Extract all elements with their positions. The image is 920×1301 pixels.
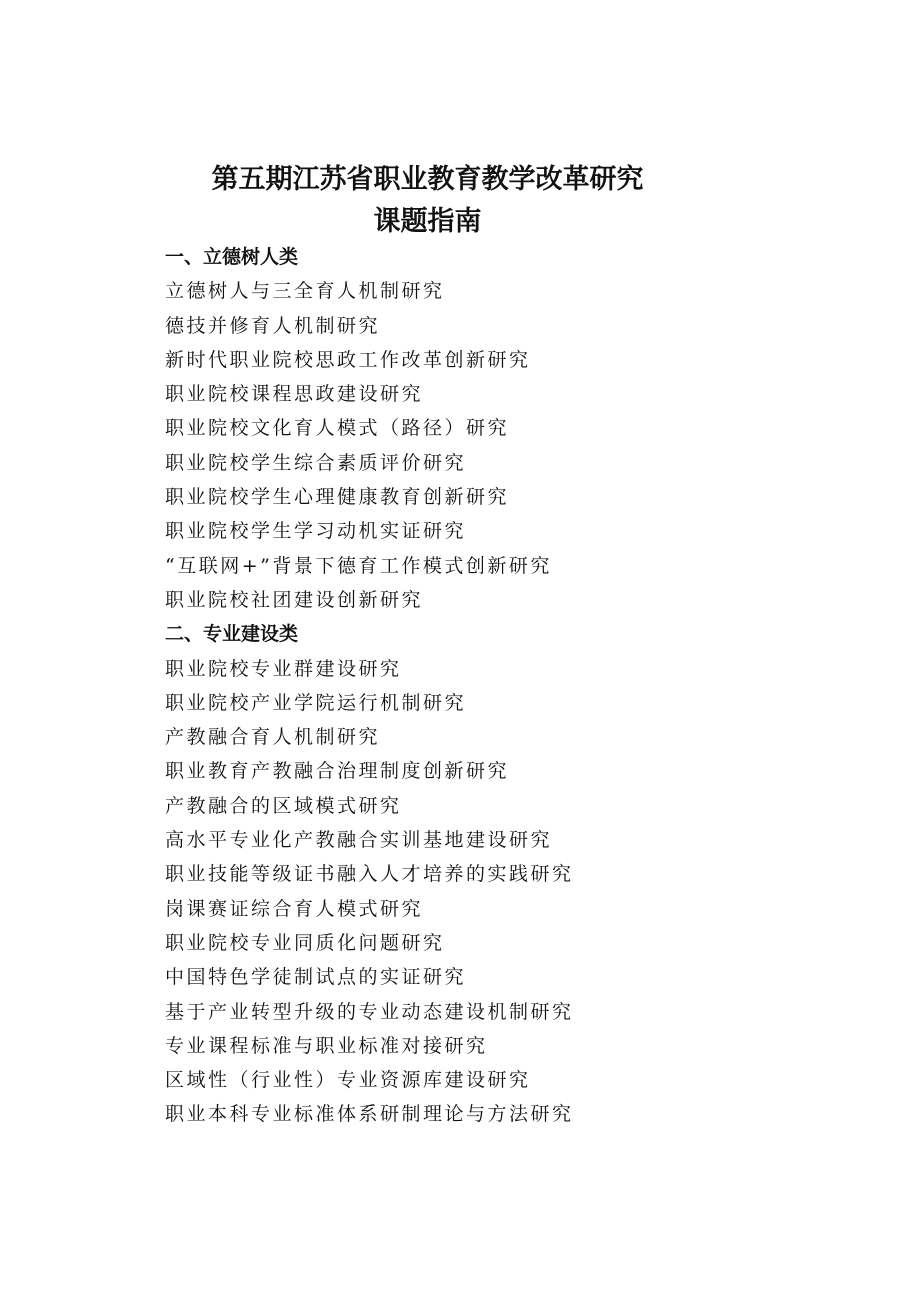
topic-items	[165, 274, 865, 617]
topic-item: 高水平专业化产教融合实训基地建设研究	[165, 829, 553, 852]
topic-item: 基于产业转型升级的专业动态建设机制研究	[165, 1000, 574, 1023]
section-moral-education	[165, 240, 865, 617]
topic-item: 职业院校文化育人模式（路径）研究	[165, 417, 510, 440]
topic-item: 职业院校课程思政建设研究	[165, 383, 424, 406]
topic-item: 职业院校学生学习动机实证研究	[165, 520, 467, 543]
topic-item: 中国特色学徒制试点的实证研究	[165, 966, 467, 989]
topic-item: 职业院校专业群建设研究	[165, 657, 402, 680]
topic-item: 产教融合育人机制研究	[165, 726, 381, 749]
topic-item: 区域性（行业性）专业资源库建设研究	[165, 1069, 531, 1092]
document-subtitle: 课题指南	[373, 206, 482, 237]
topic-item: 职业院校社团建设创新研究	[165, 588, 424, 611]
topic-item: 产教融合的区域模式研究	[165, 794, 402, 817]
section-program-construction	[165, 617, 865, 1131]
topic-item: 职业院校产业学院运行机制研究	[165, 691, 467, 714]
topic-item: 职业技能等级证书融入人才培养的实践研究	[165, 863, 574, 886]
section-heading: 二、专业建设类	[165, 623, 299, 646]
topic-item: 职业教育产教融合治理制度创新研究	[165, 760, 510, 783]
document-title: 第五期江苏省职业教育教学改革研究	[211, 164, 644, 195]
section-heading: 一、立德树人类	[165, 246, 299, 268]
topic-item: 职业院校学生综合素质评价研究	[165, 451, 467, 474]
topic-item: 岗课赛证综合育人模式研究	[165, 897, 424, 920]
topic-item: 职业院校专业同质化问题研究	[165, 931, 445, 954]
topic-item: 德技并修育人机制研究	[165, 314, 381, 337]
topic-item: 职业本科专业标准体系研制理论与方法研究	[165, 1103, 574, 1126]
topic-list	[165, 240, 865, 1132]
topic-item: 立德树人与三全育人机制研究	[165, 280, 445, 303]
topic-item: “互联网+”背景下德育工作模式创新研究	[165, 554, 552, 577]
topic-item: 新时代职业院校思政工作改革创新研究	[165, 348, 531, 371]
topic-items	[165, 652, 865, 1132]
topic-item: 职业院校学生心理健康教育创新研究	[165, 486, 510, 509]
topic-item: 专业课程标准与职业标准对接研究	[165, 1034, 488, 1057]
